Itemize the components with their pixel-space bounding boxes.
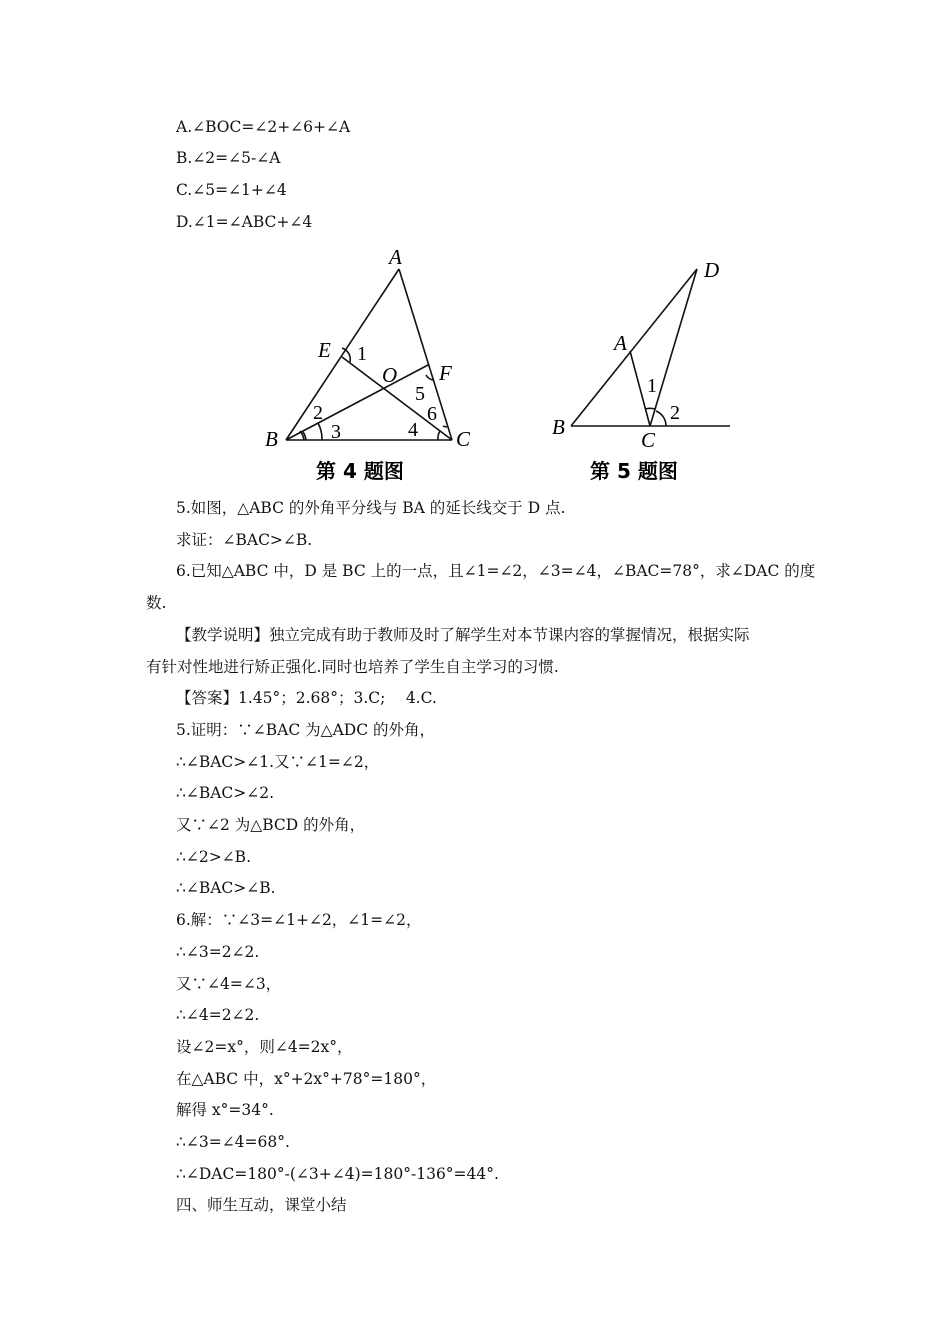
fig5-angle-1: 1 (647, 375, 657, 397)
fig4-caption: 第 4 题图 (316, 459, 404, 483)
answers-line: 【答案】1.45°；2.68°；3.C; 4.C. (176, 689, 437, 707)
solution6-line: ∴∠3=∠4=68°. (176, 1133, 290, 1151)
option-c: C.∠5=∠1+∠4 (176, 181, 287, 199)
solution6-line: ∴∠3=2∠2. (176, 943, 260, 961)
fig4-angle-4: 4 (408, 419, 418, 441)
solution6-line: ∴∠DAC=180°-(∠3+∠4)=180°-136°=44°. (176, 1165, 499, 1183)
fig5-point-c: C (641, 428, 656, 452)
option-b: B.∠2=∠5-∠A (176, 149, 281, 167)
option-d: D.∠1=∠ABC+∠4 (176, 213, 313, 231)
solution6-line: 在△ABC 中，x°+2x°+78°=180°， (176, 1070, 437, 1088)
teaching-note-cont: 有针对性地进行矫正强化.同时也培养了学生自主学习的习惯. (146, 658, 559, 676)
fig4-angle-5: 5 (415, 383, 425, 405)
proof5-line: ∴∠BAC>∠B. (176, 879, 276, 897)
q5-prove: 求证：∠BAC>∠B. (176, 531, 313, 549)
solution6-line: 解得 x°=34°. (176, 1101, 274, 1119)
fig5-caption: 第 5 题图 (590, 459, 678, 483)
section-heading: 四、师生互动，课堂小结 (176, 1196, 347, 1214)
proof5-line: ∴∠BAC>∠2. (176, 784, 275, 802)
fig4-angle-1: 1 (357, 343, 367, 365)
q6-statement: 6.已知△ABC 中，D 是 BC 上的一点，且∠1=∠2，∠3=∠4，∠BAC=78°，求∠DAC 的度 (176, 562, 816, 580)
fig5-point-a: A (614, 331, 627, 355)
solution6-line: 6.解：∵∠3=∠1+∠2，∠1=∠2， (176, 911, 422, 929)
fig4-angle-3: 3 (331, 421, 341, 443)
q6-statement-cont: 数. (146, 594, 167, 612)
fig4-point-f: F (439, 361, 452, 385)
fig4-point-a: A (389, 245, 402, 269)
fig5-angle-2: 2 (670, 402, 680, 424)
solution6-line: 又∵∠4=∠3， (176, 975, 282, 993)
option-a: A.∠BOC=∠2+∠6+∠A (176, 118, 351, 136)
solution6-line: 设∠2=x°，则∠4=2x°， (176, 1038, 353, 1056)
proof5-line: ∴∠2>∠B. (176, 848, 252, 866)
fig4-angle-2: 2 (313, 402, 323, 424)
proof5-line: 5.证明：∵∠BAC 为△ADC 的外角， (176, 721, 435, 739)
fig5-point-b: B (552, 415, 565, 439)
fig4-point-b: B (265, 427, 278, 451)
fig4-angle-6: 6 (427, 403, 437, 425)
fig4-point-e: E (318, 338, 331, 362)
fig4-point-o: O (382, 363, 398, 387)
figure-4-diagram (255, 240, 495, 490)
solution6-line: ∴∠4=2∠2. (176, 1006, 260, 1024)
figure-5-diagram (545, 255, 745, 490)
teaching-note: 【教学说明】独立完成有助于教师及时了解学生对本节课内容的掌握情况，根据实际 (176, 626, 750, 644)
proof5-line: ∴∠BAC>∠1.又∵∠1=∠2， (176, 753, 380, 771)
fig4-point-c: C (456, 427, 471, 451)
proof5-line: 又∵∠2 为△BCD 的外角， (176, 816, 366, 834)
fig5-point-d: D (704, 258, 720, 282)
q5-statement: 5.如图，△ABC 的外角平分线与 BA 的延长线交于 D 点. (176, 499, 566, 517)
